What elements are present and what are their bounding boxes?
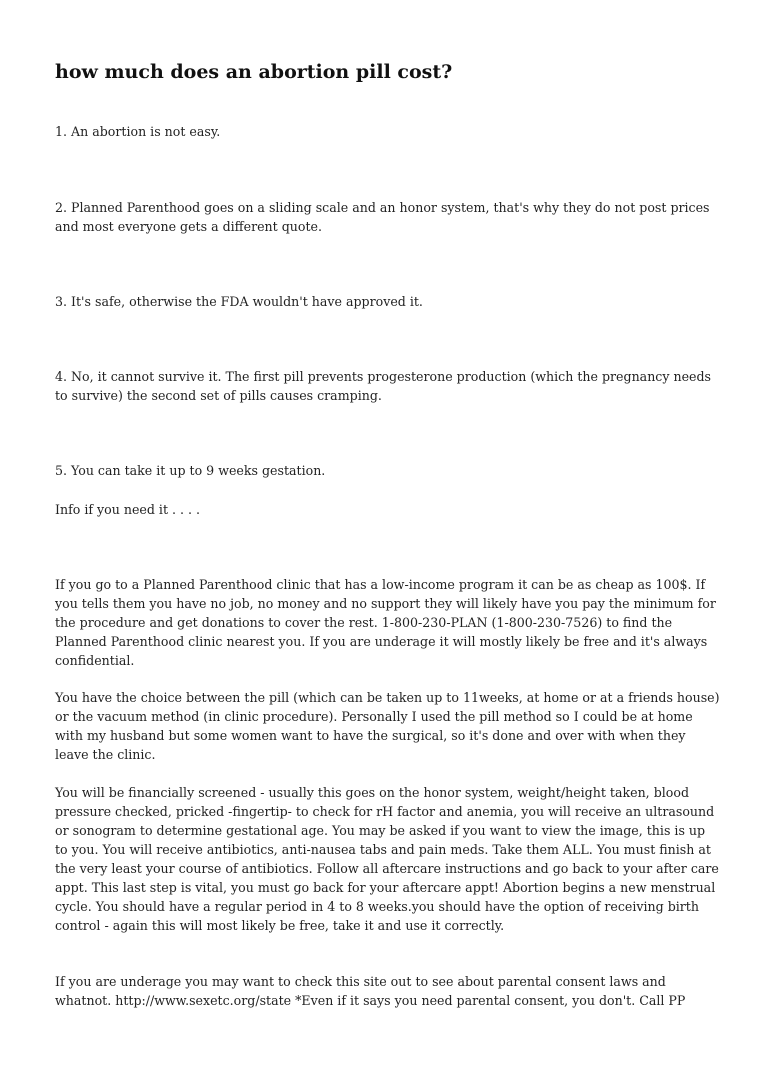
paragraph-4: 4. No, it cannot survive it. The first pill prevents progesterone production (which the pregnancy needs to survive) the second set of pills causes cramping.	[55, 369, 712, 403]
paragraph-screening: You will be financially screened - usually this goes on the honor system, weight/height taken, blood pressure checked, pricked -fingertip- to check for rH factor and anemia, you will receive an ultrasound or sonogram to determine gestational age. You may be asked if you want to view the image, this is up to you. You will receive antibiotics, anti-nausea tabs and pain meds. Take them ALL. You must finish at the very least your course of antibiotics. Follow all aftercare instructions and go back to your after care appt. This last step is vital, you must go back for your aftercare appt! Abortion begins a new menstrual cycle. You should have a regular period in 4 to 8 weeks.you should have the option of receiving birth control - again this will most likely be free, take it and use it correctly.	[55, 785, 719, 933]
document-title: how much does an abortion pill cost?	[55, 61, 453, 83]
paragraph-3: 3. It's safe, otherwise the FDA wouldn't have approved it.	[55, 294, 423, 309]
paragraph-5: 5. You can take it up to 9 weeks gestation.	[55, 463, 326, 478]
paragraph-info: Info if you need it . . . .	[55, 502, 201, 517]
paragraph-2: 2. Planned Parenthood goes on a sliding scale and an honor system, that's why they do not post prices and most everyone gets a different quote.	[55, 200, 710, 234]
paragraph-underage: If you are underage you may want to check this site out to see about parental consent laws and whatnot. http://www.sexetc.org/state *Even if it says you need parental consent, you don't. Call PP	[55, 974, 686, 1008]
paragraph-planned-parenthood: If you go to a Planned Parenthood clinic that has a low-income program it can be as cheap as 100$. If you tells them you have no job, no money and no support they will likely have you pay the minimum for the procedure and get donations to cover the rest. 1-800-230-PLAN (1-800-230-7526) to find the Planned Parenthood clinic nearest you. If you are underage it will mostly likely be free and it's always confidential.	[55, 577, 716, 668]
paragraph-choice: You have the choice between the pill (which can be taken up to 11weeks, at home or at a friends house) or the vacuum method (in clinic procedure). Personally I used the pill method so I could be at home with my husband but some women want to have the surgical, so it's done and over with when they leave the clinic.	[55, 690, 720, 762]
paragraph-1: 1. An abortion is not easy.	[55, 124, 221, 139]
